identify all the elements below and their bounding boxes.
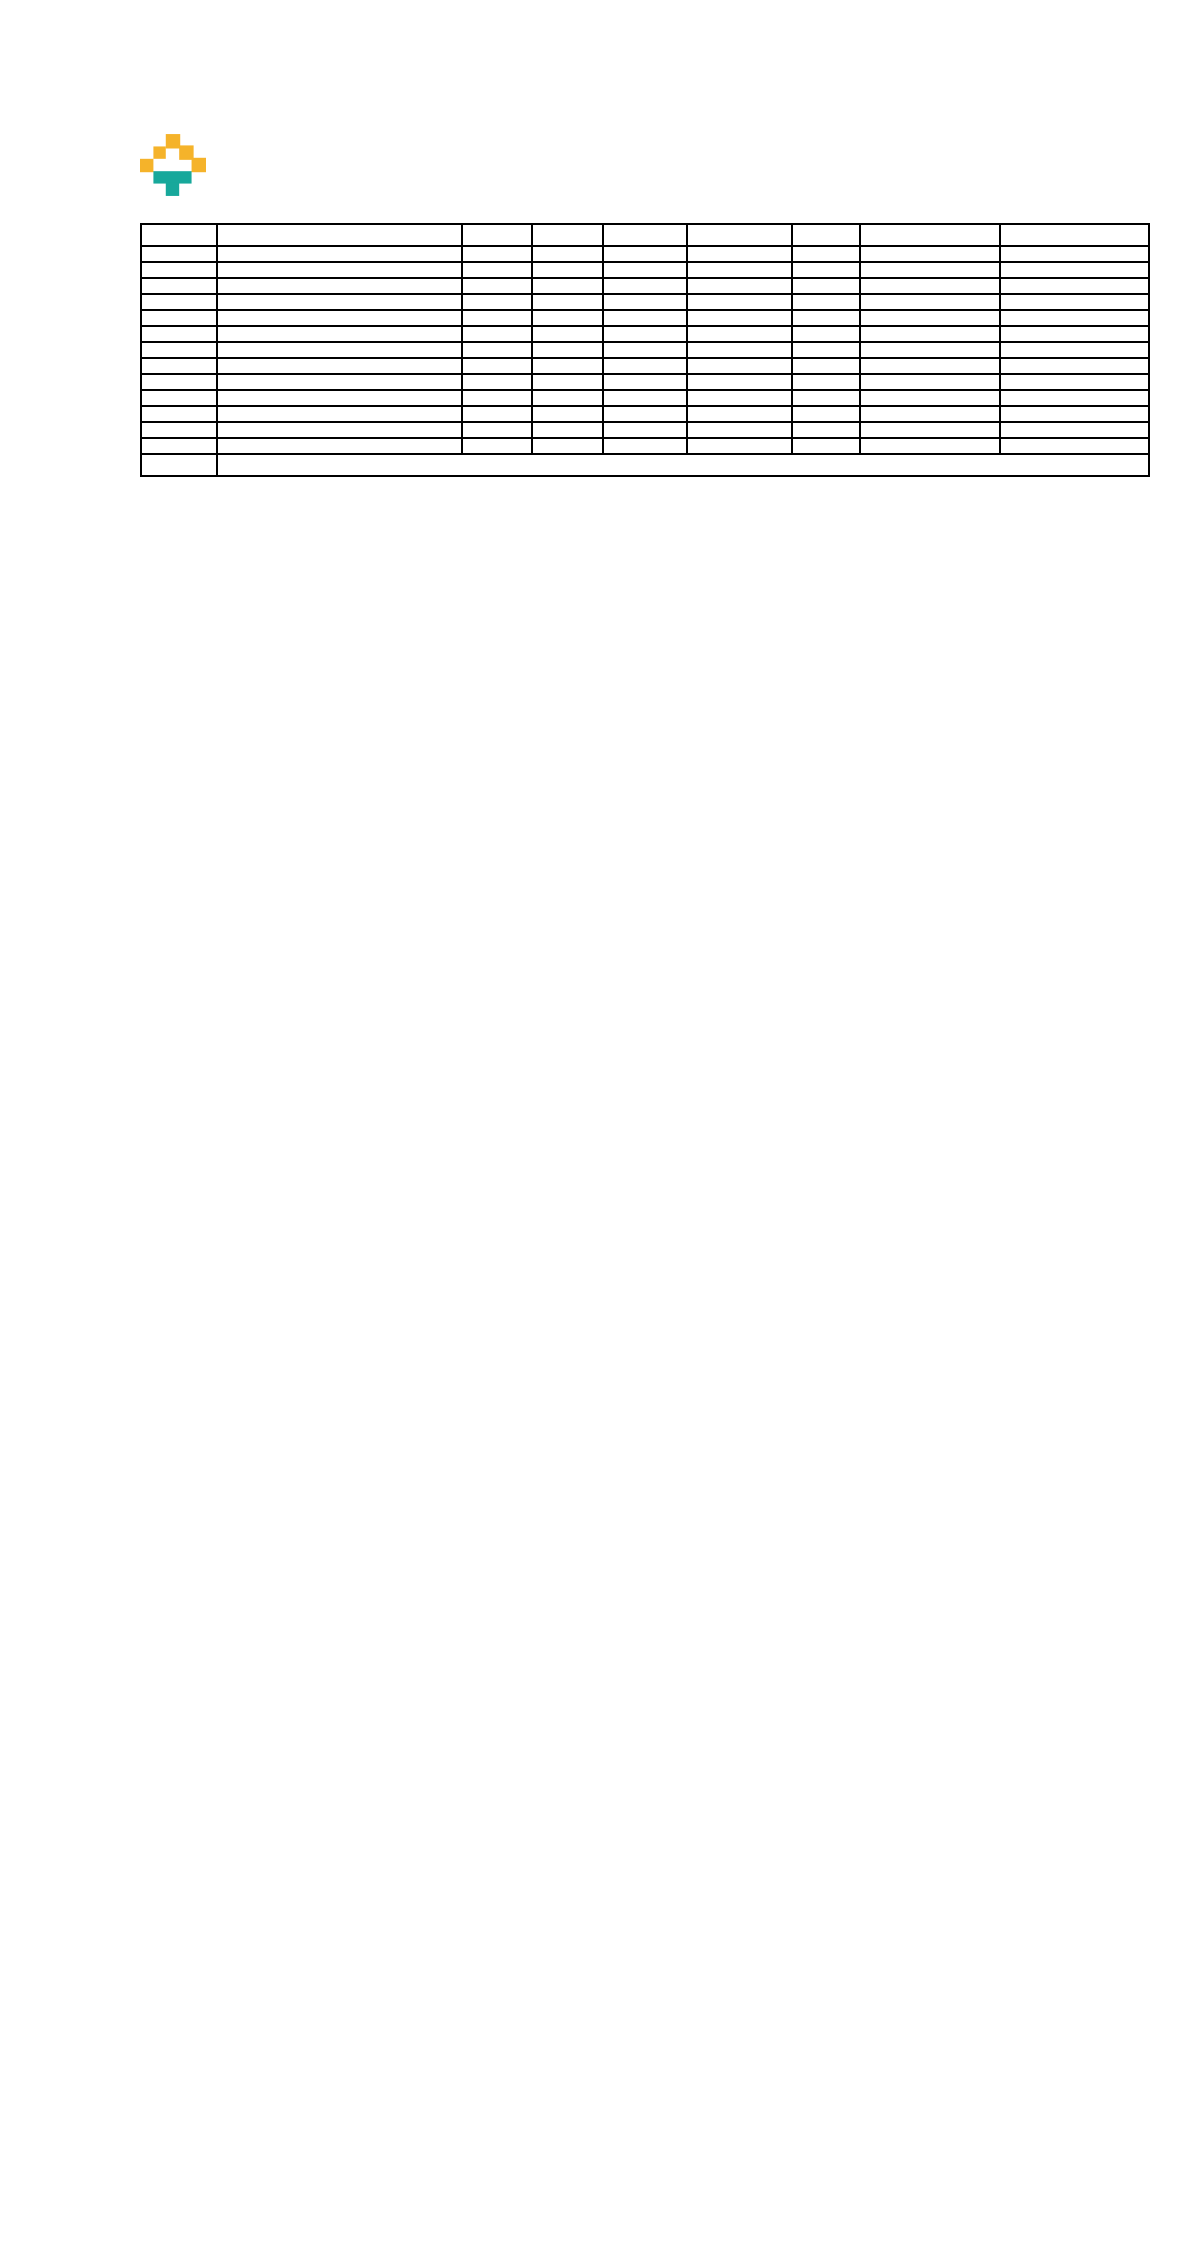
cell-unit xyxy=(792,390,860,406)
table-row xyxy=(141,326,1149,342)
cell-unit xyxy=(792,326,860,342)
cell-service-name xyxy=(217,422,462,438)
header-row xyxy=(141,224,1149,246)
cell-total xyxy=(1000,310,1149,326)
cell-index xyxy=(141,438,217,454)
cell-total xyxy=(1000,246,1149,262)
cell-quantity xyxy=(603,358,687,374)
cell-quantity xyxy=(603,262,687,278)
cell-new-reading xyxy=(532,326,603,342)
cell-unit-price xyxy=(860,374,1000,390)
cell-new-reading xyxy=(532,342,603,358)
cell-new-reading xyxy=(532,406,603,422)
cell-unit-price xyxy=(860,358,1000,374)
table-row xyxy=(141,294,1149,310)
cell-service-name xyxy=(217,246,462,262)
cell-total xyxy=(1000,358,1149,374)
cell-quantity xyxy=(603,406,687,422)
cell-old-reading xyxy=(462,422,532,438)
cell-service-name xyxy=(217,262,462,278)
table-row xyxy=(141,262,1149,278)
cell-index xyxy=(141,326,217,342)
cell-unit xyxy=(792,262,860,278)
cell-total xyxy=(1000,342,1149,358)
cell-total xyxy=(1000,326,1149,342)
cell-total xyxy=(1000,262,1149,278)
cell-unit xyxy=(792,422,860,438)
cell-service-name xyxy=(217,294,462,310)
table-row xyxy=(141,438,1149,454)
cell-coefficient xyxy=(687,278,792,294)
cell-coefficient xyxy=(687,374,792,390)
cell-service-name xyxy=(217,406,462,422)
table-row xyxy=(141,358,1149,374)
cell-old-reading xyxy=(462,294,532,310)
cell-index xyxy=(141,246,217,262)
cell-new-reading xyxy=(532,294,603,310)
cell-new-reading xyxy=(532,438,603,454)
column-header xyxy=(217,224,462,246)
cell-total xyxy=(1000,438,1149,454)
table-row xyxy=(141,310,1149,326)
cell-old-reading xyxy=(462,326,532,342)
cell-unit-price xyxy=(860,326,1000,342)
cell-old-reading xyxy=(462,246,532,262)
cell-service-name xyxy=(217,438,462,454)
cell-index xyxy=(141,406,217,422)
cell-unit-price xyxy=(860,294,1000,310)
cell-quantity xyxy=(603,422,687,438)
cell-total xyxy=(1000,294,1149,310)
cell-unit-price xyxy=(860,390,1000,406)
cell-coefficient xyxy=(687,406,792,422)
cell-new-reading xyxy=(532,390,603,406)
cell-new-reading xyxy=(532,310,603,326)
cell-coefficient xyxy=(687,310,792,326)
cell-total xyxy=(1000,390,1149,406)
table-row xyxy=(141,246,1149,262)
cell-index xyxy=(141,294,217,310)
column-header xyxy=(532,224,603,246)
table-row xyxy=(141,374,1149,390)
cell-unit-price xyxy=(860,246,1000,262)
table-row xyxy=(141,406,1149,422)
cell-unit xyxy=(792,406,860,422)
cell-amount-in-words xyxy=(217,454,1149,476)
amount-in-words-row xyxy=(141,454,1149,476)
cell-coefficient xyxy=(687,390,792,406)
cell-quantity xyxy=(603,278,687,294)
cell-old-reading xyxy=(462,342,532,358)
cell-new-reading xyxy=(532,422,603,438)
cell-unit-price xyxy=(860,310,1000,326)
column-header xyxy=(1000,224,1149,246)
cell-index-empty xyxy=(141,454,217,476)
cell-coefficient xyxy=(687,246,792,262)
cell-total xyxy=(1000,422,1149,438)
cell-index xyxy=(141,374,217,390)
table-row xyxy=(141,422,1149,438)
tingtong-logo-icon xyxy=(140,134,206,196)
cell-old-reading xyxy=(462,262,532,278)
cell-unit-price xyxy=(860,278,1000,294)
cell-service-name xyxy=(217,374,462,390)
cell-total xyxy=(1000,374,1149,390)
cell-service-name xyxy=(217,390,462,406)
cell-quantity xyxy=(603,438,687,454)
cell-service-name xyxy=(217,342,462,358)
table-row xyxy=(141,342,1149,358)
cell-quantity xyxy=(603,246,687,262)
cell-index xyxy=(141,342,217,358)
cell-index xyxy=(141,262,217,278)
table-row xyxy=(141,390,1149,406)
cell-unit xyxy=(792,342,860,358)
cell-unit xyxy=(792,358,860,374)
invoice-header xyxy=(140,130,1148,196)
cell-unit xyxy=(792,246,860,262)
cell-old-reading xyxy=(462,438,532,454)
cell-coefficient xyxy=(687,262,792,278)
cell-unit xyxy=(792,278,860,294)
cell-unit xyxy=(792,374,860,390)
column-header xyxy=(860,224,1000,246)
cell-service-name xyxy=(217,358,462,374)
column-header xyxy=(462,224,532,246)
cell-index xyxy=(141,422,217,438)
cell-index xyxy=(141,310,217,326)
cell-quantity xyxy=(603,326,687,342)
column-header xyxy=(141,224,217,246)
cell-unit-price xyxy=(860,342,1000,358)
cell-service-name xyxy=(217,310,462,326)
cell-coefficient xyxy=(687,326,792,342)
cell-quantity xyxy=(603,390,687,406)
table-row xyxy=(141,278,1149,294)
cell-total xyxy=(1000,406,1149,422)
cell-quantity xyxy=(603,294,687,310)
tingtong-logo xyxy=(140,130,219,196)
cell-coefficient xyxy=(687,294,792,310)
cell-new-reading xyxy=(532,358,603,374)
charges-table-body xyxy=(141,246,1149,476)
cell-coefficient xyxy=(687,358,792,374)
charges-table xyxy=(140,223,1150,477)
cell-old-reading xyxy=(462,406,532,422)
cell-new-reading xyxy=(532,262,603,278)
cell-old-reading xyxy=(462,310,532,326)
cell-service-name xyxy=(217,278,462,294)
cell-unit-price xyxy=(860,422,1000,438)
cell-index xyxy=(141,358,217,374)
cell-index xyxy=(141,278,217,294)
column-header xyxy=(792,224,860,246)
column-header xyxy=(687,224,792,246)
cell-unit-price xyxy=(860,438,1000,454)
cell-unit xyxy=(792,294,860,310)
cell-quantity xyxy=(603,310,687,326)
cell-unit-price xyxy=(860,406,1000,422)
column-header xyxy=(603,224,687,246)
cell-index xyxy=(141,390,217,406)
cell-old-reading xyxy=(462,278,532,294)
cell-coefficient xyxy=(687,438,792,454)
cell-old-reading xyxy=(462,374,532,390)
cell-service-name xyxy=(217,326,462,342)
cell-new-reading xyxy=(532,246,603,262)
cell-unit xyxy=(792,438,860,454)
cell-quantity xyxy=(603,342,687,358)
cell-unit xyxy=(792,310,860,326)
cell-unit-price xyxy=(860,262,1000,278)
cell-total xyxy=(1000,278,1149,294)
charges-table-header xyxy=(141,224,1149,246)
cell-old-reading xyxy=(462,390,532,406)
cell-quantity xyxy=(603,374,687,390)
invoice-page xyxy=(0,0,1200,477)
cell-old-reading xyxy=(462,358,532,374)
cell-new-reading xyxy=(532,374,603,390)
cell-coefficient xyxy=(687,422,792,438)
cell-coefficient xyxy=(687,342,792,358)
cell-new-reading xyxy=(532,278,603,294)
